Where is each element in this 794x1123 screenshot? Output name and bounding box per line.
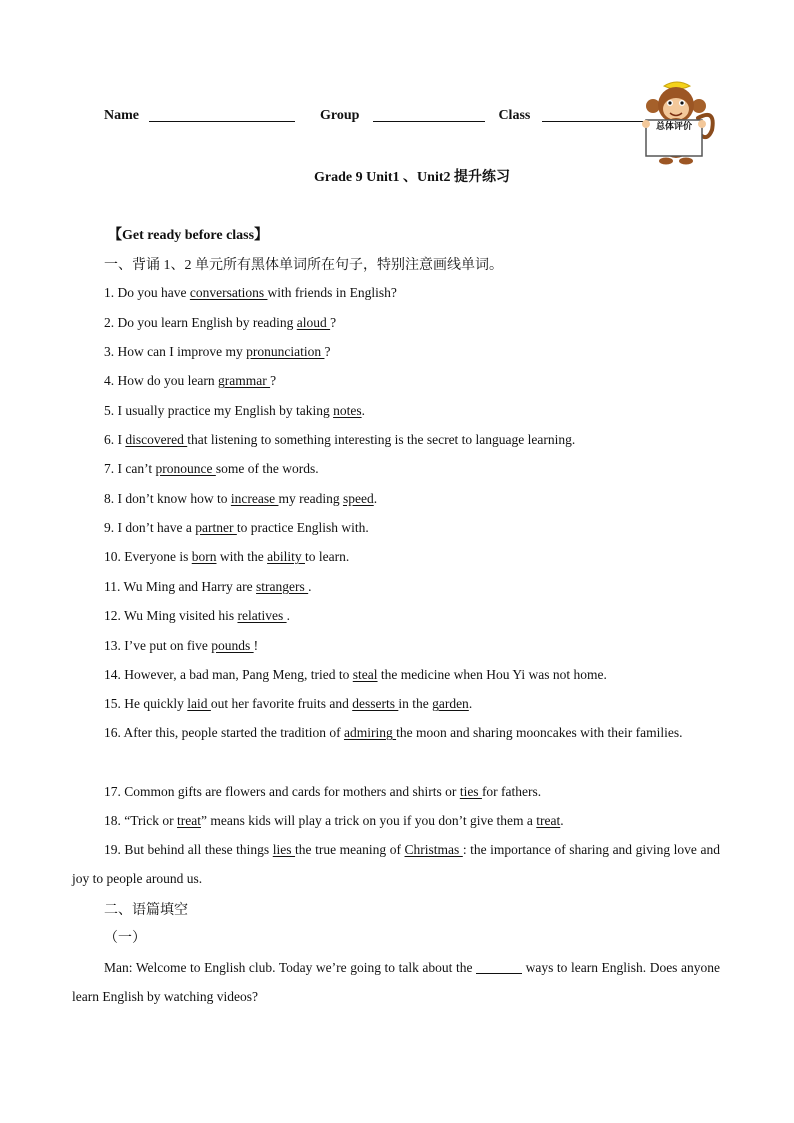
sentence-text: 14. However, a bad man, Pang Meng, tried to (104, 667, 353, 682)
sentence-text: 6. I (104, 432, 126, 447)
sentence-text: 13. I’ve put on five (104, 638, 212, 653)
sentence-item (104, 689, 720, 718)
sentence-text: the true meaning of (295, 842, 405, 857)
sentence-text: 12. Wu Ming visited his (104, 608, 238, 623)
underlined-word: speed (342, 491, 374, 506)
sentence-text: 10. Everyone is (104, 549, 192, 564)
sentence-text: 16. After this, people started the tradition of (104, 725, 344, 740)
sentence-item (104, 601, 720, 630)
sentence-item (104, 484, 720, 513)
underlined-word: laid (187, 696, 211, 711)
sentence-text: ! (253, 638, 259, 653)
underlined-word: desserts (352, 696, 399, 711)
sentence-text: 19. But behind all these things (104, 842, 273, 857)
sentence-text: with friends in English? (267, 285, 397, 300)
passage-paragraph (72, 953, 720, 1011)
underlined-word: born (191, 549, 217, 564)
name-blank[interactable] (149, 107, 295, 122)
underlined-word: notes (333, 403, 362, 418)
underlined-word: Christmas (404, 842, 463, 857)
sentence-text: 9. I don’t have a (104, 520, 196, 535)
monkey-holding-sign-icon (636, 78, 718, 166)
underlined-word: pronunciation (246, 344, 325, 359)
sentence-text: the moon and sharing mooncakes with their families. (396, 725, 683, 740)
sentence-text: . (286, 608, 290, 623)
underlined-word: treat (177, 813, 201, 828)
sentence-text: ways to learn English. Does anyone learn English by watching videos? (72, 960, 720, 1004)
fill-in-blank[interactable] (476, 961, 522, 974)
sentence-text: 4. How do you learn (104, 373, 218, 388)
sentence-text: . (373, 491, 378, 506)
underlined-word: treat (536, 813, 561, 828)
sentence-text: 18. “Trick or (104, 813, 177, 828)
underlined-word: increase (230, 491, 279, 506)
sentence-item (104, 631, 720, 660)
sentence-text: 3. How can I improve my (104, 344, 247, 359)
sentence-item (104, 513, 720, 542)
section-label: 【Get ready before class】 (108, 228, 269, 243)
underlined-word: relatives (237, 608, 287, 623)
underlined-word: lies (272, 842, 296, 857)
sentence-item (104, 308, 720, 337)
sentence-text: 7. I can’t (104, 461, 156, 476)
sentence-text: my reading (278, 491, 343, 506)
sentence-text: ? (324, 344, 331, 359)
group-label: Group (320, 108, 360, 123)
sentence-text: some of the words. (215, 461, 319, 476)
sentence-text: 17. Common gifts are flowers and cards for mothers and shirts or (104, 784, 460, 799)
sentence-text: to learn. (304, 549, 350, 564)
sub-heading: （一） (104, 931, 146, 946)
underlined-word: ties (459, 784, 482, 799)
sentence-item (104, 777, 720, 806)
sentence-text: . (468, 696, 473, 711)
underlined-word: conversations (189, 285, 268, 300)
sentence-text: . (560, 813, 564, 828)
sentence-text: the medicine when Hou Yi was not home. (377, 667, 607, 682)
underlined-word: ability (267, 549, 305, 564)
sentence-item (104, 278, 720, 307)
sentence-item (104, 454, 720, 483)
underlined-word: steal (352, 667, 378, 682)
class-blank[interactable] (542, 107, 644, 122)
underlined-word: pronounce (155, 461, 216, 476)
sentence-item (104, 396, 720, 425)
student-info-header (104, 107, 644, 124)
part2-heading: 二、语篇填空 (104, 903, 188, 918)
sentence-text: that listening to something interesting is the secret to language learning. (187, 432, 576, 447)
sentence-item (104, 337, 720, 366)
sentence-text: . (308, 579, 312, 594)
underlined-word: admiring (343, 725, 397, 740)
sentence-text: for fathers. (481, 784, 542, 799)
sentence-text: ” means kids will play a trick on you if you don’t give them a (200, 813, 537, 828)
sentence-item (72, 718, 720, 747)
logo-label: 总体评价 (655, 122, 693, 132)
sentence-text: ? (270, 373, 277, 388)
sentence-text: . (361, 403, 365, 418)
sentence-item (104, 572, 720, 601)
class-label: Class (498, 108, 531, 123)
sentence-item (72, 835, 720, 893)
sentence-text: to practice English with. (236, 520, 369, 535)
sentence-text: 2. Do you learn English by reading (104, 315, 297, 330)
sentence-item (104, 660, 720, 689)
part1-heading: 一、背诵 1、2 单元所有黑体单词所在句子，特别注意画线单词。 (104, 258, 503, 273)
underlined-word: aloud (296, 315, 331, 330)
sentence-text: : the importance of sharing and giving love and joy to people around us. (72, 842, 720, 886)
name-label: Name (104, 108, 139, 123)
underlined-word: partner (195, 520, 237, 535)
sentence-text: 5. I usually practice my English by taking (104, 403, 334, 418)
group-blank[interactable] (373, 107, 485, 122)
sentence-text: Man: Welcome to English club. Today we’re going to talk about the (104, 960, 477, 975)
sentence-text: out her favorite fruits and (210, 696, 353, 711)
underlined-word: strangers (256, 579, 309, 594)
sentence-text: 8. I don’t know how to (104, 491, 231, 506)
sentence-item (104, 366, 720, 395)
underlined-word: discovered (125, 432, 188, 447)
underlined-word: pounds (211, 638, 254, 653)
sentence-text: 1. Do you have (104, 285, 190, 300)
page-title: Grade 9 Unit1 、Unit2 提升练习 (314, 170, 510, 185)
sentence-text: with the (216, 549, 268, 564)
sentence-item (104, 425, 720, 454)
underlined-word: grammar (217, 373, 271, 388)
sentence-text: ? (330, 315, 337, 330)
sentence-text: in the (398, 696, 433, 711)
sentence-text: 11. Wu Ming and Harry are (104, 579, 257, 594)
sentence-item (104, 806, 720, 835)
underlined-word: garden (432, 696, 469, 711)
sentence-text: 15. He quickly (104, 696, 188, 711)
sentence-item (104, 542, 720, 571)
